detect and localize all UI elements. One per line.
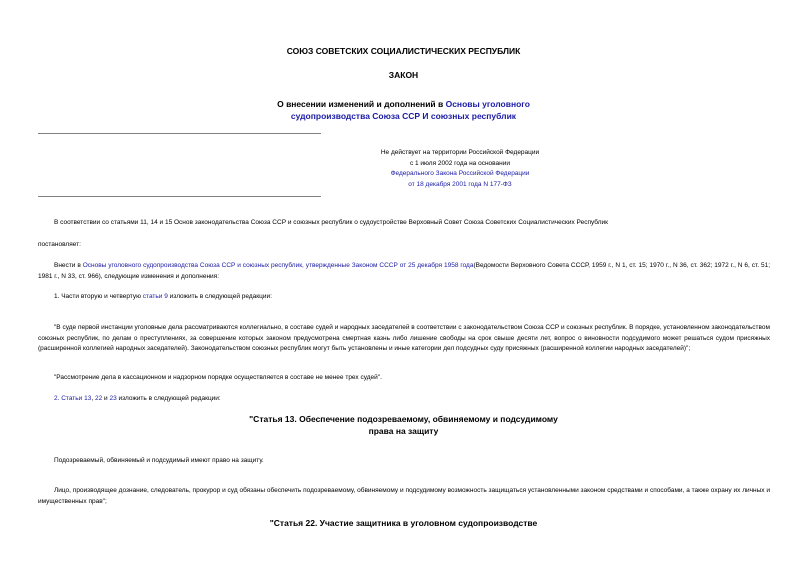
item1-suffix: изложить в следующей редакции: xyxy=(167,293,272,300)
article13-heading xyxy=(0,413,807,437)
intro-suffix: (Ведомости Верховного Совета СССР, 1959 г., N 1, ст. 15; 1970 г., N 36, ст. 362; 1972 г., N 6, ст. 51; 1981 г., N 33, ст. 966), следующие изменения и дополнения: xyxy=(38,262,771,280)
law-title: ЗАКОН xyxy=(388,70,419,80)
divider-top xyxy=(38,133,321,134)
status-note xyxy=(290,148,630,190)
status-line-1: Не действует на территории Российской Федерации xyxy=(380,149,540,156)
quote2-paragraph: "Рассмотрение дела в кассационном и надзорном порядке осуществляется в составе не менее трех судей". xyxy=(54,374,382,381)
intro-prefix: Внести в xyxy=(54,262,83,269)
status-link-federal-law[interactable]: Федерального Закона Российской Федерации xyxy=(390,170,530,177)
divider-bottom xyxy=(38,196,321,197)
status-line-2: с 1 июля 2002 года на основании xyxy=(409,159,511,167)
article13-heading-line1: "Статья 13. Обеспечение подозреваемому, обвиняемому и подсудимому xyxy=(249,414,558,424)
subtitle-prefix: О внесении изменений и дополнений в xyxy=(277,99,446,109)
item2-num[interactable]: 2. xyxy=(54,395,62,402)
union-title: СОЮЗ СОВЕТСКИХ СОЦИАЛИСТИЧЕСКИХ РЕСПУБЛИК xyxy=(286,46,521,56)
item1-prefix: 1. Части вторую и четвертую xyxy=(54,293,143,300)
item1-paragraph xyxy=(38,292,770,303)
law-subtitle xyxy=(0,98,807,122)
quote1-paragraph: "В суде первой инстанции уголовные дела рассматриваются коллегиально, в составе судей и народных заседателей в соответствии с законодательством Союза ССР и союзных республик. В порядке, установленном законодательством союзных республик, по делам о преступлениях, за совершение которых законом предусмотрена смертная казнь либо лишение свободы на срок свыше десяти лет, вопрос о виновности подсудимого может решаться судом присяжных (расширенной коллегией народных заседателей). Законодательством союзных республик могут быть установлены и иные категории дел подсудных суду присяжных (расширенной коллегии народных заседателей)"; xyxy=(38,324,770,352)
article22-heading: "Статья 22. Участие защитника в уголовном судопроизводстве xyxy=(269,518,538,528)
item2-sep1: , xyxy=(91,395,95,402)
resolves-paragraph: постановляет: xyxy=(38,241,81,248)
item2-link-article22[interactable]: 22 xyxy=(94,395,103,402)
preamble-paragraph: В соответствии со статьями 11, 14 и 15 Основ законодательства Союза ССР и союзных республик о судоустройстве Верховный Совет Союза Советских Социалистических Республик xyxy=(54,219,609,226)
item1-link-article9[interactable]: статьи 9 xyxy=(142,293,168,300)
article13-paragraph2: Лицо, производящее дознание, следователь, прокурор и суд обязаны обеспечить подозреваемому, обвиняемому и подсудимому возможность защищаться установленными законом средствами и способами, а также охрану их личных и имущественных прав"; xyxy=(38,487,770,505)
status-link-date[interactable]: от 18 декабря 2001 года N 177-ФЗ xyxy=(408,180,512,188)
item2-suffix: изложить в следующей редакции: xyxy=(116,395,221,402)
intro-link-osnovy[interactable]: Основы уголовного судопроизводства Союза ССР и союзных республик, утвержденные Законом СССР от 25 декабря 1958 года xyxy=(82,262,474,269)
intro-paragraph xyxy=(38,261,770,282)
item2-paragraph xyxy=(38,394,770,405)
subtitle-link-osnovy[interactable]: Основы уголовного судопроизводства Союза ССР И союзных республик xyxy=(290,99,530,121)
article13-paragraph1: Подозреваемый, обвиняемый и подсудимый имеют право на защиту. xyxy=(54,457,264,464)
item2-link-article23[interactable]: 23 xyxy=(109,395,117,402)
article13-heading-line2: права на защиту xyxy=(368,426,439,436)
item2-link-article13[interactable]: Статьи 13 xyxy=(61,395,92,402)
item2-sep2: и xyxy=(102,395,110,402)
